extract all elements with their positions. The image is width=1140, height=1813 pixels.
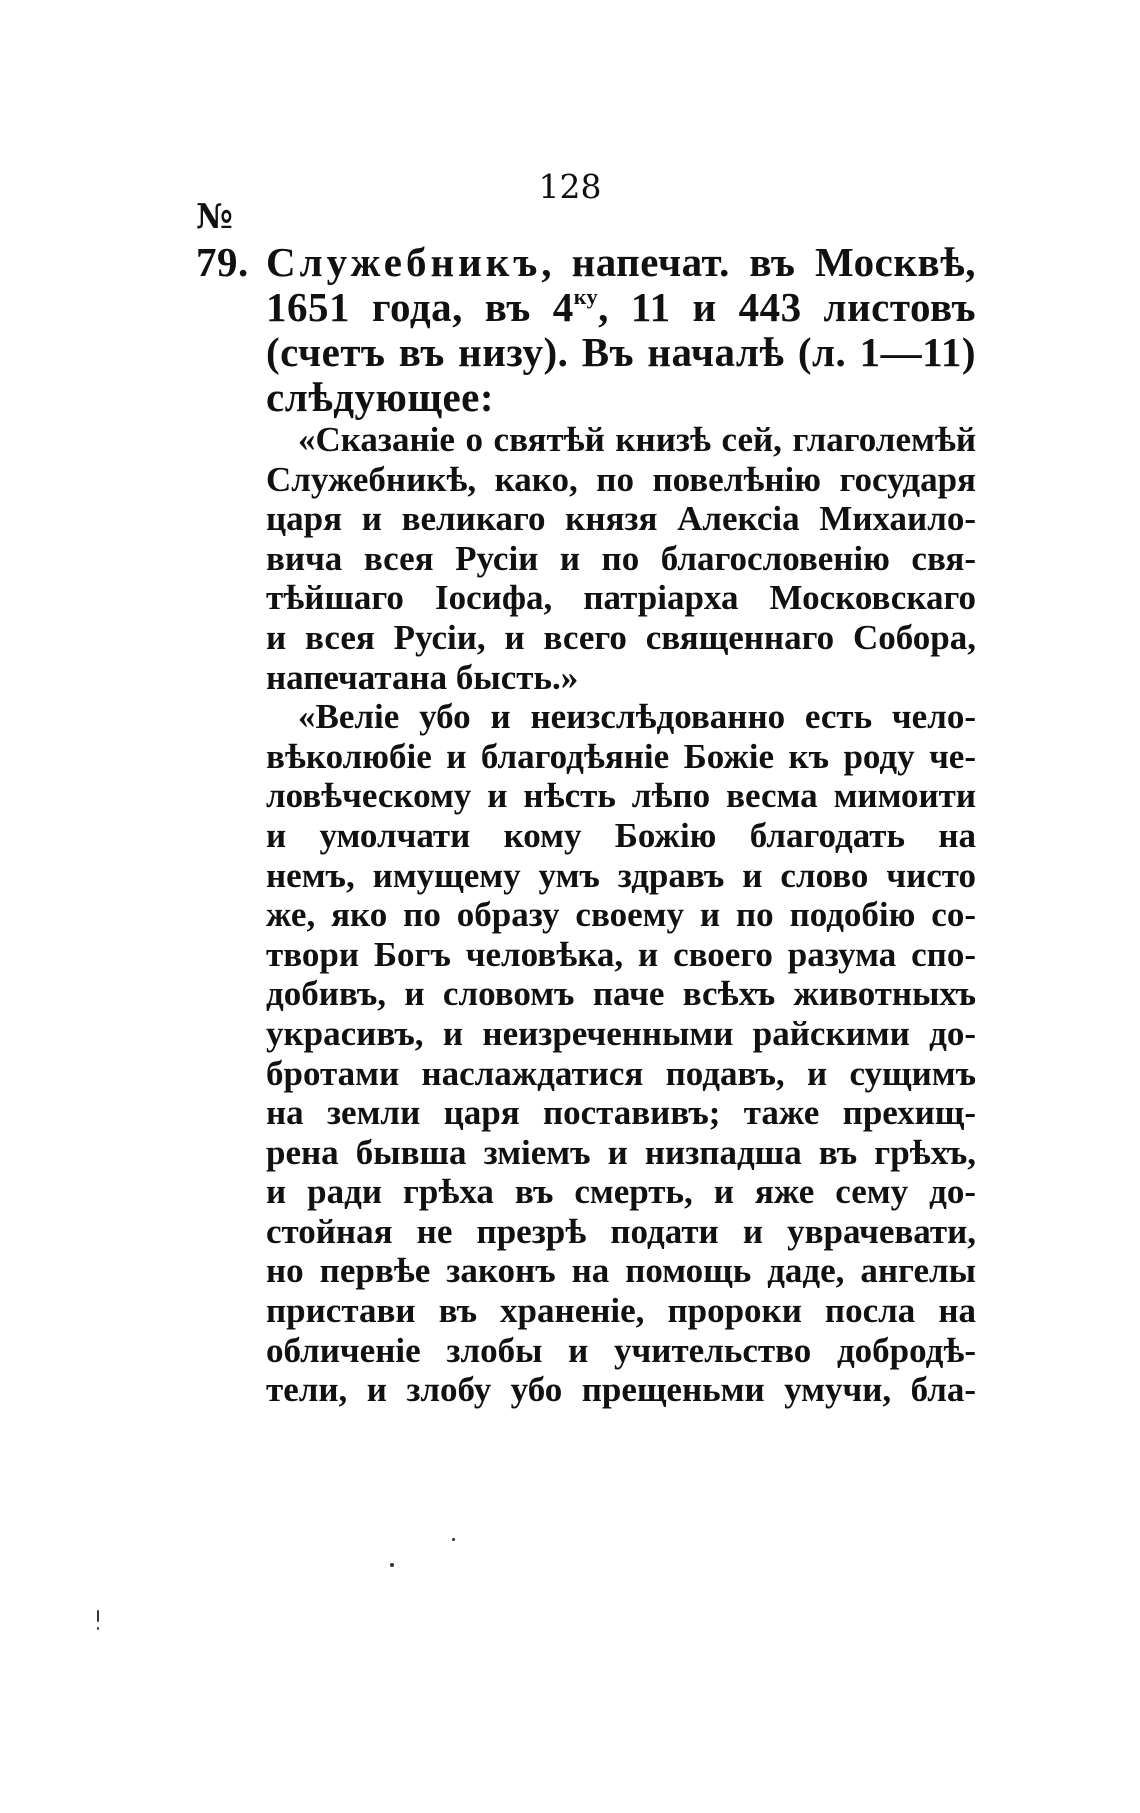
- number-sign: №: [196, 197, 233, 237]
- heading-line: (счетъ въ низу). Въ началѣ (л. 1—11): [266, 329, 976, 375]
- text-line: «Сказаніе о святѣй книзѣ сей, глаголемѣй: [298, 420, 976, 459]
- heading-text: , 11 и 443 листовъ: [598, 284, 976, 330]
- scan-speck: [452, 1538, 455, 1541]
- paragraph: [266, 420, 976, 697]
- scan-speck: [97, 1627, 99, 1630]
- text-line: и всея Русіи, и всего священнаго Собора,: [266, 617, 976, 657]
- text-line: обличеніе злобы и учительство добродѣ-: [266, 1330, 976, 1370]
- text-line: царя и великаго князя Алексіа Михаило-: [266, 499, 976, 539]
- entry-heading: [196, 240, 976, 420]
- text-line: и умолчати кому Божію благодать на: [266, 815, 976, 855]
- paragraph: [266, 697, 976, 1410]
- heading-text: 1651 года, въ 4: [266, 284, 574, 330]
- text-line: ловѣческому и нѣсть лѣпо весма мимоити: [266, 776, 976, 816]
- text-line: немъ, имущему умъ здравъ и слово чисто: [266, 855, 976, 895]
- text-line: тели, и злобу убо прещеньми умучи, бла-: [266, 1370, 976, 1410]
- text-line: напечатана бысть.»: [266, 657, 579, 697]
- scan-speck: [97, 1610, 99, 1622]
- text-line: тѣйшаго Іосифа, патріарха Московскаго: [266, 578, 976, 618]
- text-line: же, яко по образу своему и по подобію со-: [266, 895, 976, 935]
- quoted-text: [266, 420, 976, 1410]
- entry-title: Служебникъ: [266, 239, 542, 285]
- heading-line: [196, 240, 976, 285]
- text-line: рена бывша зміемъ и низпадша въ грѣхъ,: [266, 1132, 976, 1172]
- text-line: вѣколюбіе и благодѣяніе Божіе къ роду че-: [266, 736, 976, 776]
- heading-line: [266, 285, 976, 330]
- text-line: «Веліе убо и неизслѣдованно есть чело-: [298, 697, 976, 737]
- heading-line: слѣдующее:: [266, 374, 495, 420]
- text-line: вича всея Русіи и по благословенію свя-: [266, 538, 976, 578]
- text-line: пристави въ храненіе, пророки посла на: [266, 1291, 976, 1331]
- page-number: 128: [538, 167, 602, 206]
- text-line: бротами наслаждатися подавъ, и сущимъ: [266, 1053, 976, 1093]
- text-line: украсивъ, и неизреченными райскими до-: [266, 1013, 976, 1053]
- heading-text: , напечат. въ Москвѣ,: [541, 239, 976, 285]
- text-line: но первѣе законъ на помощь даде, ангелы: [266, 1251, 976, 1291]
- text-line: добивъ, и словомъ паче всѣхъ животныхъ: [266, 974, 976, 1014]
- text-line: твори Богъ человѣка, и своего разума спо-: [266, 934, 976, 974]
- catalog-entry: [196, 240, 976, 1410]
- format-superscript: ку: [573, 284, 599, 309]
- scan-speck: [390, 1563, 394, 1567]
- text-line: на земли царя поставивъ; таже прехищ-: [266, 1093, 976, 1133]
- text-line: Служебникѣ, како, по повелѣнію государя: [266, 459, 976, 499]
- text-line: и ради грѣха въ смерть, и яже сему до-: [266, 1172, 976, 1212]
- text-line: стойная не презрѣ подати и уврачевати,: [266, 1211, 976, 1251]
- entry-number: 79.: [196, 239, 249, 285]
